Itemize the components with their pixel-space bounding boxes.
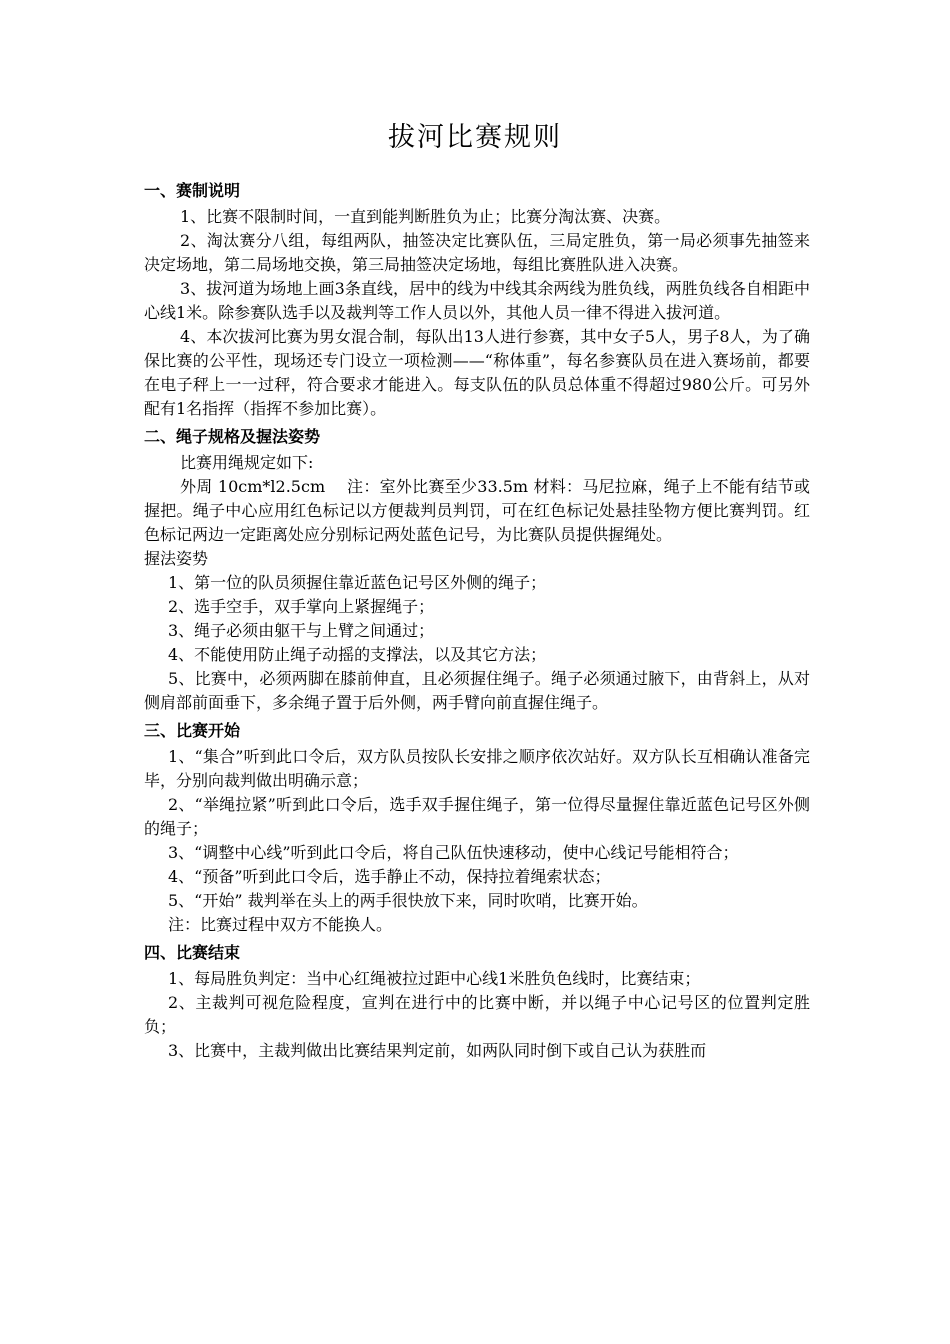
paragraph: 3、拔河道为场地上画3条直线，居中的线为中线其余两线为胜负线，两胜负线各自相距中心线1米。除参赛队选手以及裁判等工作人员以外，其他人员一律不得进入拔河道。 <box>144 279 810 322</box>
paragraph: 外周 10cm*l2.5cm 注：室外比赛至少33.5m 材料：马尼拉麻，绳子上不能有结节或握把。绳子中心应用红色标记以方便裁判员判罚，可在红色标记处悬挂坠物方便比赛判罚。红色标记两边一定距离处应分别标记两处蓝色记号，为比赛队员提供握绳处。 <box>144 477 810 544</box>
note: 注：比赛过程中双方不能换人。 <box>168 915 393 934</box>
paragraph: 3、“调整中心线”听到此口令后，将自己队伍快速移动，使中心线记号能相符合； <box>168 843 739 862</box>
document-title: 拔河比赛规则 <box>388 122 562 153</box>
paragraph: 2、选手空手，双手掌向上紧握绳子； <box>168 597 435 616</box>
paragraph: 2、淘汰赛分八组，每组两队，抽签决定比赛队伍，三局定胜负，第一局必须事先抽签来决定场地，第二局场地交换，第三局抽签决定场地，每组比赛胜队进入决赛。 <box>144 231 810 274</box>
paragraph: 比赛用绳规定如下: <box>180 453 314 472</box>
paragraph: 5、“开始” 裁判举在头上的两手很快放下来，同时吹哨，比赛开始。 <box>168 891 648 910</box>
section-heading: 一、赛制说明 <box>144 181 241 200</box>
paragraph: 2、“举绳拉紧”听到此口令后，选手双手握住绳子，第一位得尽量握住靠近蓝色记号区外侧的绳子； <box>144 795 810 838</box>
subheading: 握法姿势 <box>144 549 209 568</box>
section-heading: 三、比赛开始 <box>144 721 241 740</box>
paragraph: 2、主裁判可视危险程度，宣判在进行中的比赛中断，并以绳子中心记号区的位置判定胜负； <box>144 993 810 1036</box>
paragraph: 3、绳子必须由躯干与上臂之间通过； <box>168 621 435 640</box>
section-heading: 四、比赛结束 <box>144 943 241 962</box>
paragraph: 4、本次拔河比赛为男女混合制，每队出13人进行参赛，其中女子5人，男子8人，为了确保比赛的公平性，现场还专门设立一项检测——“称体重”，每名参赛队员在进入赛场前，都要在电子秤上一一过秤，符合要求才能进入。每支队伍的队员总体重不得超过980公斤。可另外配有1名指挥（指挥不参加比赛）。 <box>144 327 810 418</box>
paragraph: 1、“集合”听到此口令后，双方队员按队长安排之顺序依次站好。双方队长互相确认准备完毕，分别向裁判做出明确示意； <box>144 747 810 790</box>
paragraph: 4、不能使用防止绳子动摇的支撑法，以及其它方法； <box>168 645 547 664</box>
document-body <box>144 175 810 1063</box>
paragraph: 3、比赛中，主裁判做出比赛结果判定前，如两队同时倒下或自己认为获胜而 <box>168 1041 707 1060</box>
paragraph: 4、“预备”听到此口令后，选手静止不动，保持拉着绳索状态； <box>168 867 611 886</box>
paragraph: 1、每局胜负判定：当中心红绳被拉过距中心线1米胜负色线时，比赛结束； <box>168 969 701 988</box>
paragraph: 1、比赛不限制时间，一直到能判断胜负为止；比赛分淘汰赛、决赛。 <box>180 207 671 226</box>
section-heading: 二、绳子规格及握法姿势 <box>144 427 321 446</box>
paragraph: 1、第一位的队员须握住靠近蓝色记号区外侧的绳子； <box>168 573 547 592</box>
paragraph: 5、比赛中，必须两脚在膝前伸直，且必须握住绳子。绳子必须通过腋下，由背斜上，从对侧肩部前面垂下，多余绳子置于后外侧，两手臂向前直握住绳子。 <box>144 669 810 712</box>
